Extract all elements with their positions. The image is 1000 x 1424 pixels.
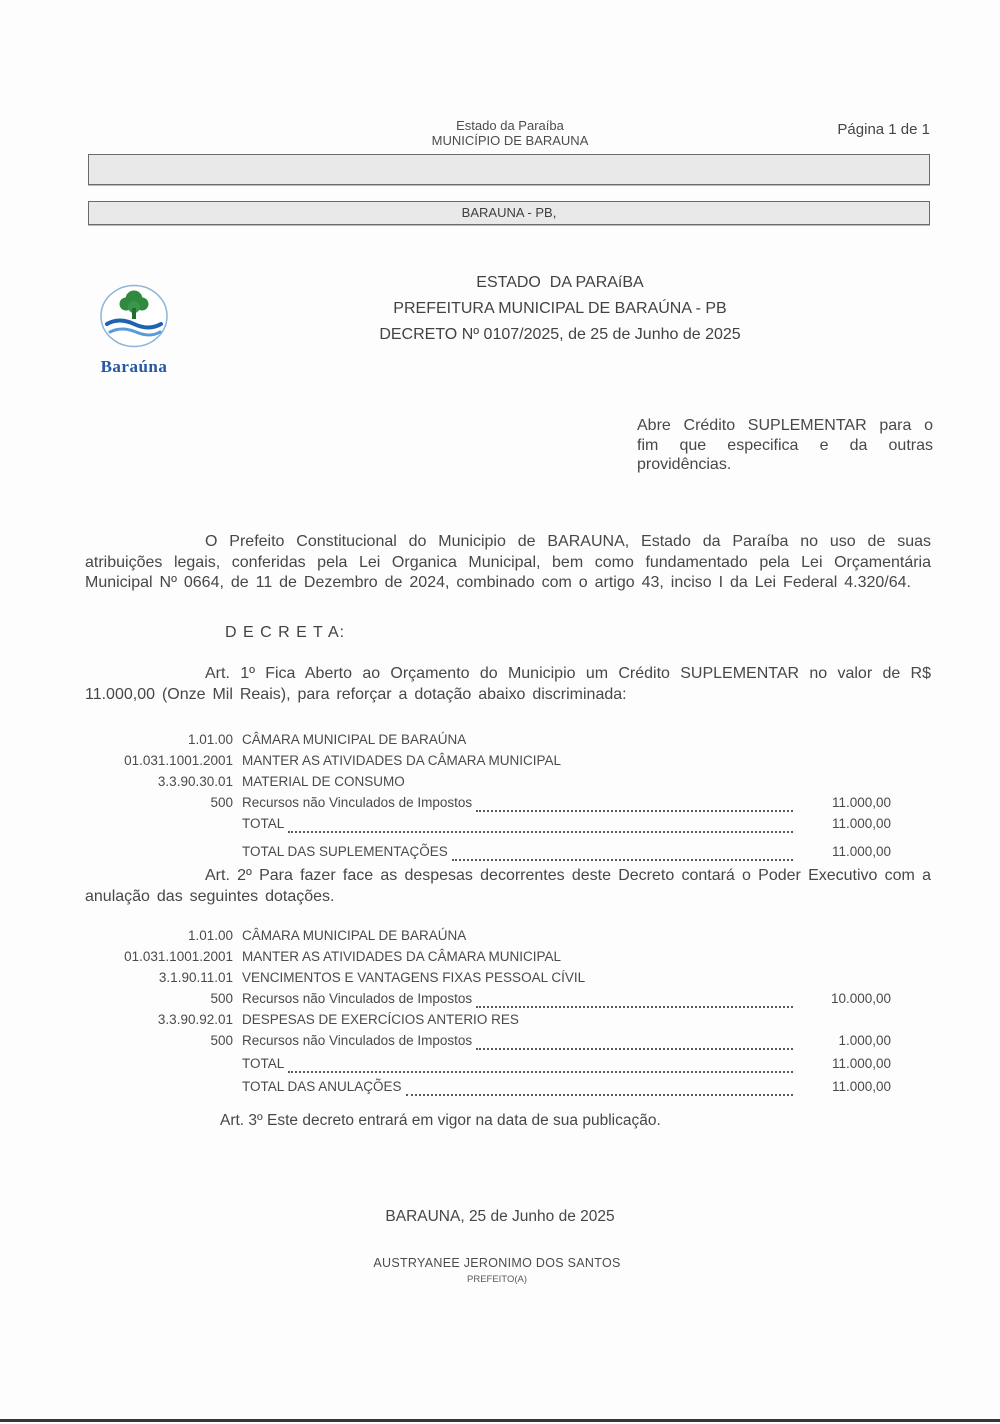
row-code: 500 — [210, 795, 233, 810]
dotted-leader — [476, 1048, 793, 1050]
logo-caption: Baraúna — [100, 357, 168, 376]
table-row — [85, 732, 891, 753]
row-code: 01.031.1001.2001 — [124, 753, 233, 768]
barauna-emblem-icon — [99, 284, 169, 350]
title-state-line: ESTADO DA PARAíBA — [476, 274, 644, 291]
scan-edge-artifact — [0, 1419, 1000, 1422]
municipality-logo — [92, 284, 176, 377]
table-row — [85, 970, 891, 991]
table-row — [85, 949, 891, 970]
row-label: Recursos não Vinculados de Impostos — [242, 1033, 473, 1048]
signature-name: AUSTRYANEE JERONIMO DOS SANTOS — [373, 1256, 621, 1270]
row-code: 500 — [210, 991, 233, 1006]
header-state: Estado da Paraíba — [456, 118, 564, 133]
supplement-table — [85, 732, 891, 865]
table-row — [85, 1056, 891, 1077]
header-center — [385, 118, 635, 148]
row-label: Recursos não Vinculados de Impostos — [242, 795, 473, 810]
table-row — [85, 991, 891, 1012]
signature-role: PREFEITO(A) — [467, 1274, 527, 1285]
row-label: TOTAL — [242, 816, 285, 831]
row-label: MANTER AS ATIVIDADES DA CÂMARA MUNICIPAL — [242, 949, 562, 964]
header-bar-empty — [88, 154, 930, 185]
place-date: BARAUNA, 25 de Junho de 2025 — [385, 1208, 615, 1225]
article-1: Art. 1º Fica Aberto ao Orçamento do Municipio um Crédito SUPLEMENTAR no valor de R$ 11.000,00 (Onze Mil Reais), para reforçar a dotação abaixo discriminada: — [85, 665, 931, 703]
page-number: Página 1 de 1 — [837, 121, 930, 138]
row-label: CÂMARA MUNICIPAL DE BARAÚNA — [242, 732, 467, 747]
row-label: MANTER AS ATIVIDADES DA CÂMARA MUNICIPAL — [242, 753, 562, 768]
table-row — [85, 816, 891, 837]
table-row — [85, 1033, 891, 1054]
row-label: VENCIMENTOS E VANTAGENS FIXAS PESSOAL CÍVIL — [242, 970, 586, 985]
row-value: 11.000,00 — [831, 1079, 891, 1094]
row-value: 11.000,00 — [831, 1056, 891, 1071]
dotted-leader — [406, 1094, 793, 1096]
dotted-leader — [476, 810, 793, 812]
row-label: TOTAL DAS SUPLEMENTAÇÕES — [242, 844, 448, 859]
title-prefeitura-line: PREFEITURA MUNICIPAL DE BARAÚNA - PB — [393, 300, 727, 317]
row-code: 1.01.00 — [187, 928, 233, 943]
row-code: 3.3.90.30.01 — [157, 774, 233, 789]
article-3: Art. 3º Este decreto entrará em vigor na data de sua publicação. — [220, 1112, 661, 1129]
table-row — [85, 928, 891, 949]
table-row — [85, 753, 891, 774]
title-decreto-line: DECRETO Nº 0107/2025, de 25 de Junho de 2025 — [379, 326, 741, 343]
annulment-table — [85, 928, 891, 1100]
row-value: 11.000,00 — [831, 795, 891, 810]
row-label: Recursos não Vinculados de Impostos — [242, 991, 473, 1006]
row-value: 10.000,00 — [830, 991, 891, 1006]
preamble: O Prefeito Constitucional do Municipio de BARAUNA, Estado da Paraíba no uso de suas atribuições legais, conferidas pela Lei Organica Municipal, bem como fundamentado pela Lei Orçamentária Municipal Nº 0664, de 11 de Dezembro de 2024, combinado com o artigo 43, inciso I da Lei Federal 4.320/64. — [85, 533, 931, 591]
decreta-heading: D E C R E T A: — [225, 624, 346, 641]
table-row — [85, 1079, 891, 1100]
decree-title — [280, 270, 840, 348]
row-code: 1.01.00 — [187, 732, 233, 747]
row-value: 11.000,00 — [831, 816, 891, 831]
row-label: TOTAL DAS ANULAÇÕES — [242, 1079, 402, 1094]
article-2: Art. 2º Para fazer face as despesas decorrentes deste Decreto contará o Poder Executivo com a anulação das seguintes dotações. — [85, 867, 931, 905]
row-value: 1.000,00 — [838, 1033, 891, 1048]
row-value: 11.000,00 — [831, 844, 891, 859]
header-bar-barauna — [88, 201, 930, 225]
row-code: 3.3.90.92.01 — [157, 1012, 233, 1027]
row-label: TOTAL — [242, 1056, 285, 1071]
row-label: MATERIAL DE CONSUMO — [242, 774, 405, 789]
dotted-leader — [288, 831, 793, 833]
dotted-leader — [476, 1006, 793, 1008]
row-label: DESPESAS DE EXERCÍCIOS ANTERIO RES — [242, 1012, 519, 1027]
table-row — [85, 774, 891, 795]
row-code: 01.031.1001.2001 — [124, 949, 233, 964]
row-label: CÂMARA MUNICIPAL DE BARAÚNA — [242, 928, 467, 943]
row-code: 3.1.90.11.01 — [158, 970, 233, 985]
epigraph: Abre Crédito SUPLEMENTAR para o fim que especifica e da outras providências. — [637, 417, 933, 473]
table-row — [85, 795, 891, 816]
header-municipality: MUNICÍPIO DE BARAUNA — [431, 133, 589, 148]
row-code: 500 — [210, 1033, 233, 1048]
dotted-leader — [452, 859, 793, 861]
dotted-leader — [288, 1071, 793, 1073]
banner-text: BARAUNA - PB, — [461, 205, 557, 220]
table-row — [85, 1012, 891, 1033]
table-row — [85, 844, 891, 865]
